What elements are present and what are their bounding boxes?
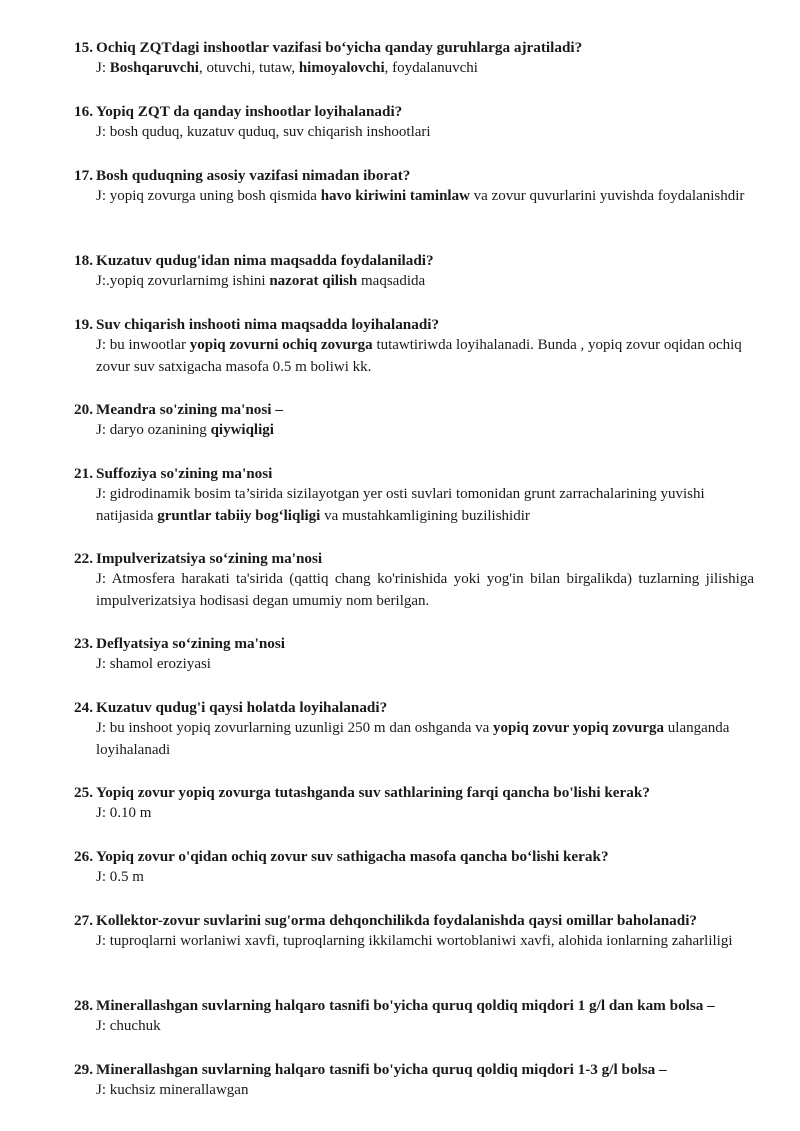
answer-text: , foydalanuvchi — [384, 60, 478, 76]
answer — [74, 718, 754, 761]
answer-text: , otuvchi, tutaw, — [198, 60, 299, 76]
question — [74, 101, 754, 122]
answer-text: J: 0.10 m — [96, 805, 152, 821]
answer-bold-text: havo kiriwini taminlaw — [320, 188, 470, 204]
question — [74, 165, 754, 186]
qa-item-26 — [74, 846, 754, 889]
qa-item-16 — [74, 101, 754, 144]
question — [74, 548, 754, 569]
answer — [74, 58, 754, 80]
question-text: Bosh quduqning asosiy vazifasi nimadan iborat? — [96, 167, 411, 184]
answer-text: J: daryo ozanining — [96, 422, 211, 438]
answer-bold-text: qiywiqligi — [210, 422, 274, 438]
answer-text: J: 0.5 m — [96, 869, 144, 885]
question-number: 25. — [74, 784, 93, 801]
question — [74, 37, 754, 58]
answer-text: J: bu inshoot yopiq zovurlarning uzunligi 250 m dan oshganda va — [96, 720, 494, 736]
question-text: Meandra so'zining ma'nosi – — [96, 401, 283, 418]
answer — [74, 484, 754, 527]
answer — [74, 569, 754, 612]
question — [74, 1059, 754, 1080]
answer-text: J: tuproqlarni worlaniwi xavfi, tuproqlarning ikkilamchi wortoblaniwi xavfi, alohida ionlarning zaharliligi — [96, 933, 733, 949]
answer-text: J: Atmosfera harakati ta'sirida (qattiq chang ko'rinishida yoki yog'in bilan birgalikda) tuzlarning jilishiga impulverizatsiya hodisasi degan umumiy nom berilgan. — [96, 571, 754, 609]
qa-item-21 — [74, 463, 754, 527]
question-number: 24. — [74, 699, 93, 716]
question-text: Deflyatsiya so‘zining ma'nosi — [96, 635, 286, 652]
question-text: Impulverizatsiya so‘zining ma'nosi — [96, 550, 323, 567]
question-text: Suffoziya so'zining ma'nosi — [96, 465, 273, 482]
answer — [74, 1016, 754, 1038]
question-number: 16. — [74, 103, 93, 120]
question — [74, 846, 754, 867]
question-text: Ochiq ZQTdagi inshootlar vazifasi bo‘yicha qanday guruhlarga ajratiladi? — [96, 39, 583, 56]
answer-text: ulanganda loyihalanadi — [96, 720, 730, 758]
answer-text: va mustahkamligining buzilishidir — [320, 507, 530, 524]
answer-bold-text: gruntlar tabiiy bog‘liqligi — [157, 507, 321, 524]
answer-text: tutawtiriwda loyihalanadi. Bunda , yopiq zovur oqidan ochiq zovur suv satxigacha masofa 0.5 m boliwi kk. — [96, 337, 742, 375]
question — [74, 910, 754, 931]
qa-item-29 — [74, 1059, 754, 1102]
answer-bold-text: yopiq zovurni ochiq zovurga — [189, 337, 373, 353]
question-number: 23. — [74, 635, 93, 652]
question-text: Suv chiqarish inshooti nima maqsadda loyihalanadi? — [96, 316, 440, 333]
answer — [74, 122, 754, 144]
question — [74, 250, 754, 271]
question-text: Minerallashgan suvlarning halqaro tasnifi bo'yicha quruq qoldiq miqdori 1 g/l dan kam bolsa – — [96, 997, 715, 1014]
answer — [74, 335, 754, 378]
qa-item-23 — [74, 633, 754, 676]
answer — [74, 186, 754, 208]
question — [74, 314, 754, 335]
answer-text: J:.yopiq zovurlarnimg ishini — [96, 273, 270, 289]
qa-item-18 — [74, 250, 754, 293]
answer-text: J: bosh quduq, kuzatuv quduq, suv chiqarish inshootlari — [96, 124, 431, 140]
question — [74, 399, 754, 420]
question — [74, 995, 754, 1016]
question — [74, 633, 754, 654]
question-text: Yopiq zovur o'qidan ochiq zovur suv sathigacha masofa qancha bo‘lishi kerak? — [96, 848, 609, 865]
answer-text: J: — [96, 60, 110, 76]
answer — [74, 1080, 754, 1102]
answer — [74, 654, 754, 676]
answer-bold-text: Boshqaruvchi — [109, 60, 199, 76]
answer-text: va zovur quvurlarini yuvishda foydalanishdir — [469, 188, 745, 204]
question — [74, 463, 754, 484]
answer-text: maqsadida — [357, 273, 426, 289]
question-text: Minerallashgan suvlarning halqaro tasnifi bo'yicha quruq qoldiq miqdori 1-3 g/l bolsa – — [96, 1061, 667, 1078]
qa-item-20 — [74, 399, 754, 442]
question-number: 19. — [74, 316, 93, 333]
question-text: Kuzatuv qudug'idan nima maqsadda foydalaniladi? — [96, 252, 434, 269]
qa-item-24 — [74, 697, 754, 761]
question-number: 27. — [74, 912, 93, 929]
question-number: 17. — [74, 167, 93, 184]
question-number: 22. — [74, 550, 93, 567]
question-number: 21. — [74, 465, 93, 482]
answer — [74, 420, 754, 442]
answer-text: J: gidrodinamik bosim ta’sirida sizilayotgan yer osti suvlari tomonidan grunt zarrachalarining yuvishi natijasida — [96, 486, 705, 524]
question-text: Kollektor-zovur suvlarini sug'orma dehqonchilikda foydalanishda qaysi omillar baholanadi? — [96, 912, 698, 929]
qa-item-15 — [74, 37, 754, 80]
qa-item-17 — [74, 165, 754, 208]
question — [74, 782, 754, 803]
answer — [74, 803, 754, 825]
answer-bold-text: nazorat qilish — [269, 273, 358, 289]
answer-text: J: yopiq zovurga uning bosh qismida — [96, 188, 321, 204]
answer — [74, 931, 754, 953]
question-number: 28. — [74, 997, 93, 1014]
question-number: 26. — [74, 848, 93, 865]
answer-text: J: bu inwootlar — [96, 337, 190, 353]
answer — [74, 271, 754, 293]
answer-text: J: kuchsiz minerallawgan — [96, 1082, 249, 1098]
qa-item-22 — [74, 548, 754, 612]
question-text: Yopiq ZQT da qanday inshootlar loyihalanadi? — [96, 103, 403, 120]
question-number: 15. — [74, 39, 93, 56]
question-text: Kuzatuv qudug'i qaysi holatda loyihalanadi? — [96, 699, 388, 716]
qa-item-28 — [74, 995, 754, 1038]
question-number: 20. — [74, 401, 93, 418]
question-number: 18. — [74, 252, 93, 269]
qa-item-27 — [74, 910, 754, 953]
qa-item-19 — [74, 314, 754, 378]
question — [74, 697, 754, 718]
answer-text: J: chuchuk — [96, 1018, 161, 1034]
answer-text: J: shamol eroziyasi — [96, 656, 211, 672]
answer-bold-text: himoyalovchi — [298, 60, 385, 76]
question-text: Yopiq zovur yopiq zovurga tutashganda suv sathlarining farqi qancha bo'lishi kerak? — [96, 784, 650, 801]
answer-bold-text: yopiq zovur yopiq zovurga — [493, 720, 665, 736]
question-number: 29. — [74, 1061, 93, 1078]
qa-item-25 — [74, 782, 754, 825]
answer — [74, 867, 754, 889]
